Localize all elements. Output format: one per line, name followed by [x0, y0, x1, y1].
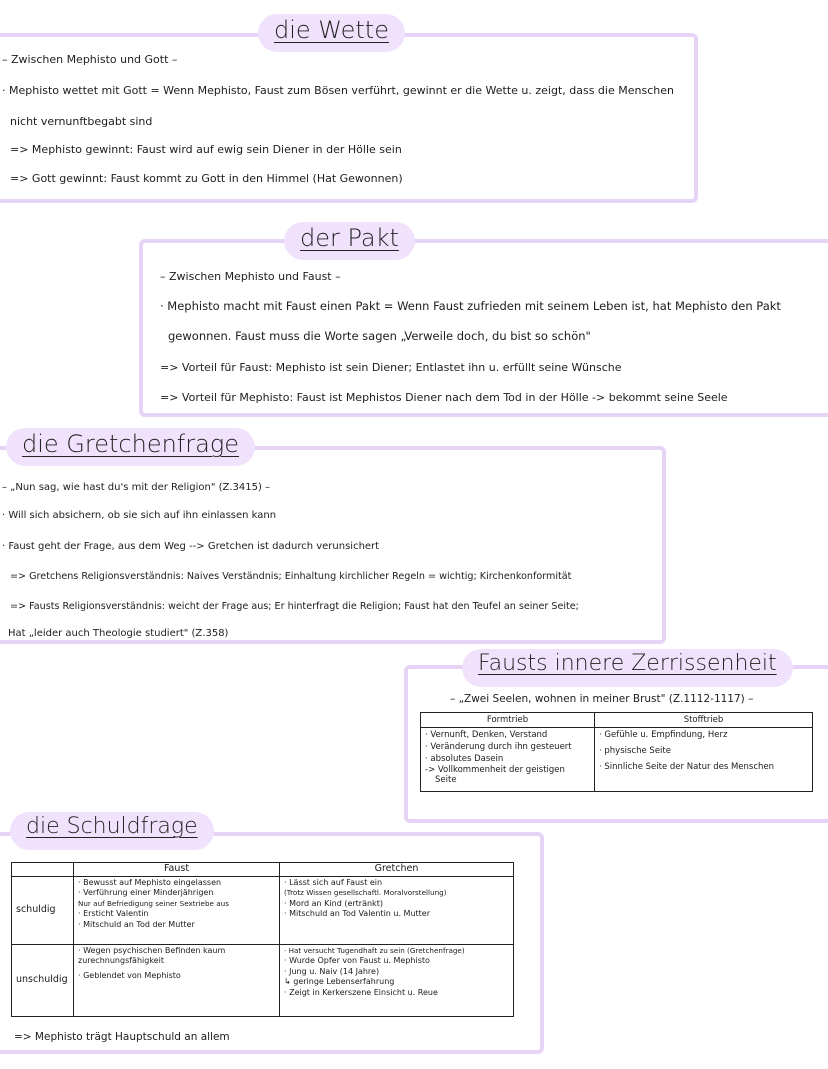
pakt-title: der Pakt: [284, 222, 415, 260]
pakt-line: => Vorteil für Mephisto: Faust ist Mephistos Diener nach dem Tod in der Hölle -> bekommt seine Seele: [160, 391, 728, 404]
faust-unschuldig-item: · Wegen psychischen Befinden kaum: [78, 945, 226, 955]
pakt-line: gewonnen. Faust muss die Worte sagen „Verweile doch, du bist so schön": [168, 329, 591, 343]
gretchenfrage-line: – „Nun sag, wie hast du's mit der Religion" (Z.3415) –: [2, 482, 271, 493]
faust-schuldig-item: · Verführung einer Minderjährigen: [78, 888, 214, 898]
pakt-line: => Vorteil für Faust: Mephisto ist sein Diener; Entlastet ihn u. erfüllt seine Wünsche: [160, 361, 622, 374]
gretchen-unschuldig-cell: [280, 944, 514, 1016]
gretchen-schuldig-cell: [280, 876, 514, 944]
triebe-header: Stofftrieb: [595, 713, 813, 728]
faust-schuldig-item: · Mitschuld an Tod der Mutter: [78, 919, 195, 929]
triebe-table: [420, 712, 813, 792]
gretchen-unschuldig-item: · Zeigt in Kerkerszene Einsicht u. Reue: [284, 987, 438, 997]
gretchen-unschuldig-item: · Jung u. Naiv (14 Jahre): [284, 966, 380, 976]
formtrieb-item: -> Vollkommenheit der geistigen: [425, 765, 565, 775]
gretchen-schuldig-item: · Mitschuld an Tod Valentin u. Mutter: [284, 909, 431, 919]
faust-schuldig-item: · Bewusst auf Mephisto eingelassen: [78, 877, 222, 887]
schuldfrage-title: die Schuldfrage: [10, 812, 214, 850]
stofftrieb-item: · physische Seite: [599, 746, 671, 756]
formtrieb-cell: [421, 728, 595, 792]
gretchen-unschuldig-item: · Wurde Opfer von Faust u. Mephisto: [284, 956, 430, 966]
schuld-header: Gretchen: [280, 863, 514, 877]
faust-schuldig-item: · Ersticht Valentin: [78, 909, 149, 919]
gretchen-schuldig-item: (Trotz Wissen gesellschaftl. Moralvorstellung): [284, 888, 447, 898]
schuld-corner: [12, 863, 74, 877]
wette-line: – Zwischen Mephisto und Gott –: [2, 53, 178, 66]
faust-unschuldig-item: · Geblendet von Mephisto: [78, 970, 181, 980]
faust-schuldig-item: Nur auf Befriedigung seiner Sextriebe aus: [78, 898, 229, 908]
formtrieb-item: · Vernunft, Denken, Verstand: [425, 730, 548, 740]
gretchenfrage-line: => Gretchens Religionsverständnis: Naives Verständnis; Einhaltung kirchlicher Regeln = wichtig; Kirchenkonformität: [10, 571, 572, 582]
gretchenfrage-line: · Faust geht der Frage, aus dem Weg --> Gretchen ist dadurch verunsichert: [2, 541, 380, 552]
gretchen-unschuldig-item: · Hat versucht Tugendhaft zu sein (Gretchenfrage): [284, 945, 465, 955]
wette-title: die Wette: [258, 14, 405, 52]
faust-unschuldig-cell: [74, 944, 280, 1016]
gretchenfrage-line: => Fausts Religionsverständnis: weicht der Frage aus; Er hinterfragt die Religion; Faust hat den Teufel an seiner Seite;: [10, 601, 579, 612]
formtrieb-item: · Veränderung durch ihn gesteuert: [425, 742, 572, 752]
schuld-row-label: schuldig: [12, 876, 74, 944]
pakt-line: · Mephisto macht mit Faust einen Pakt = Wenn Faust zufrieden mit seinem Leben ist, hat Mephisto den Pakt: [160, 299, 781, 313]
faust-unschuldig-item: zurechnungsfähigkeit: [78, 956, 164, 966]
gretchen-schuldig-item: · Lässt sich auf Faust ein: [284, 877, 383, 887]
zerrissenheit-quote: – „Zwei Seelen, wohnen in meiner Brust" (Z.1112-1117) –: [450, 693, 754, 705]
pakt-line: – Zwischen Mephisto und Faust –: [160, 270, 341, 283]
stofftrieb-cell: [595, 728, 813, 792]
wette-line: nicht vernunftbegabt sind: [10, 115, 153, 128]
formtrieb-item: Seite: [435, 775, 457, 785]
schuld-table: [11, 862, 514, 1017]
stofftrieb-item: · Gefühle u. Empfindung, Herz: [599, 730, 728, 740]
zerrissenheit-title: Fausts innere Zerrissenheit: [462, 649, 793, 687]
wette-line: · Mephisto wettet mit Gott = Wenn Mephisto, Faust zum Bösen verführt, gewinnt er die Wette u. zeigt, dass die Menschen: [2, 84, 674, 97]
wette-line: => Mephisto gewinnt: Faust wird auf ewig sein Diener in der Hölle sein: [10, 143, 402, 156]
triebe-header: Formtrieb: [421, 713, 595, 728]
gretchenfrage-line: Hat „leider auch Theologie studiert" (Z.358): [8, 628, 229, 639]
schuldfrage-conclusion: => Mephisto trägt Hauptschuld an allem: [14, 1031, 230, 1043]
faust-schuldig-cell: [74, 876, 280, 944]
schuld-row-label: unschuldig: [12, 944, 74, 1016]
gretchenfrage-line: · Will sich absichern, ob sie sich auf ihn einlassen kann: [2, 510, 277, 521]
stofftrieb-item: · Sinnliche Seite der Natur des Menschen: [599, 762, 775, 772]
gretchen-schuldig-item: · Mord an Kind (ertränkt): [284, 898, 383, 908]
wette-line: => Gott gewinnt: Faust kommt zu Gott in den Himmel (Hat Gewonnen): [10, 172, 403, 185]
gretchen-unschuldig-item: ↳ geringe Lebenserfahrung: [284, 977, 395, 987]
formtrieb-item: · absolutes Dasein: [425, 754, 504, 764]
gretchenfrage-title: die Gretchenfrage: [6, 428, 255, 466]
schuld-header: Faust: [74, 863, 280, 877]
